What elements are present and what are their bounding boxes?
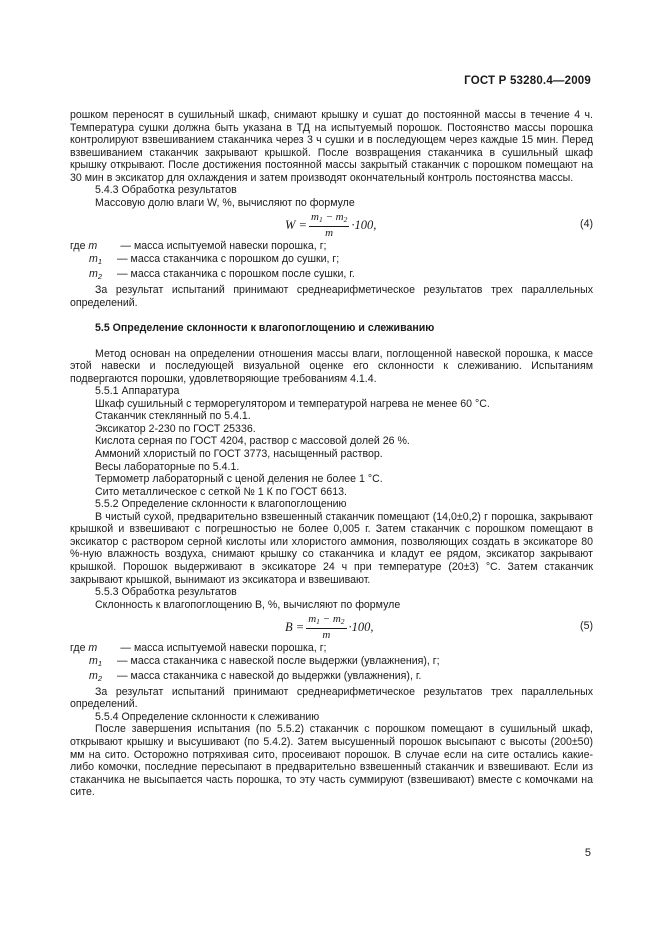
- definition-text: — масса стаканчика с порошком до сушки, г;: [117, 252, 340, 265]
- section-5-5-heading: 5.5 Определение склонности к влагопоглощению и слеживанию: [95, 322, 435, 335]
- formula-5-denominator: m: [322, 629, 331, 642]
- formula-5-tail: ·100,: [348, 619, 374, 634]
- result-paragraph: За результат испытаний принимают среднеарифметическое результатов трех параллельных определений.: [70, 685, 593, 711]
- apparatus-item: Весы лабораторные по 5.4.1.: [95, 460, 240, 473]
- formula-4-expression: [285, 212, 376, 238]
- subsection-5-4-3: 5.4.3 Обработка результатов: [95, 184, 237, 197]
- formula-4-number: (4): [580, 218, 593, 231]
- definition-row: [70, 670, 593, 686]
- where-label: где: [70, 240, 86, 253]
- method-intro: Метод основан на определении отношения массы влаги, поглощенной навеской порошка, к массе этой навески и последующей визуальной оценке его склонности к слеживанию. Испытаниям подвергаются порошки, удовлетворяющие требованиям 4.1.4.: [70, 347, 593, 385]
- subsection-5-5-2: 5.5.2 Определение склонности к влагопоглощению: [95, 498, 347, 511]
- formula-5-lhs: B =: [285, 619, 305, 634]
- formula-5-fraction: [306, 613, 346, 641]
- formula-5: [70, 614, 593, 640]
- apparatus-item: Сито металлическое с сеткой № 1 К по ГОСТ 6613.: [95, 485, 347, 498]
- spacer: [70, 335, 593, 348]
- definition-symbol: m: [88, 642, 98, 655]
- formula-5-numerator: $m_1 - m_2$: [306, 613, 346, 629]
- apparatus-item: Стаканчик стеклянный по 5.4.1.: [95, 410, 251, 423]
- formula-4-intro: Массовую долю влаги W, %, вычисляют по формуле: [95, 196, 355, 209]
- definition-text: — масса стаканчика с навеской после выдержки (увлажнения), г;: [117, 654, 440, 667]
- result-paragraph: За результат испытаний принимают среднеарифметическое результатов трех параллельных определений.: [70, 284, 593, 309]
- document-body: [70, 109, 593, 799]
- formula-4-tail: ·100,: [351, 218, 377, 233]
- apparatus-item: Эксикатор 2-230 по ГОСТ 25336.: [95, 422, 256, 435]
- formula-5-expression: [285, 614, 374, 640]
- definition-symbol: $m_2$: [89, 670, 102, 684]
- apparatus-item: Шкаф сушильный с терморегулятором и температурой нагрева не менее 60 °С.: [95, 397, 490, 410]
- where-label: где: [70, 642, 86, 655]
- formula-4-denominator: m: [325, 227, 334, 240]
- apparatus-item: Аммоний хлористый по ГОСТ 3773, насыщенный раствор.: [95, 448, 383, 461]
- definition-row: [70, 240, 593, 253]
- subsection-5-5-1: 5.5.1 Аппаратура: [95, 385, 180, 398]
- definition-text: — масса испытуемой навески порошка, г;: [120, 642, 327, 655]
- formula-4-numerator: $m_1 - m_2$: [309, 211, 349, 227]
- definition-row: [70, 268, 593, 284]
- formula-4-lhs: W =: [285, 218, 307, 233]
- formula-4-fraction: [309, 211, 349, 239]
- definition-text: — масса испытуемой навески порошка, г;: [120, 240, 327, 253]
- apparatus-item: Кислота серная по ГОСТ 4204, раствор с массовой долей 26 %.: [95, 435, 410, 448]
- moisture-procedure: В чистый сухой, предварительно взвешенный стаканчик помещают (14,0±0,2) г порошка, закрывают крышкой и взвешивают с погрешностью не более 0,005 г. Затем стаканчик с порошком помещают в эксикатор с раствором серной кислоты или хлористого аммония, позволяющих создать в эксикаторе 80 %-ную влажность воздуха, снимают крышку со стаканчика и кладут ее рядом, эксикатор закрывают крышкой. Порошок выдерживают в эксикаторе 24 ч при температуре (20±3) °С. Затем стаканчик закрывают крышкой, вынимают из эксикатора и взвешивают.: [70, 510, 593, 586]
- definition-symbol: $m_1$: [89, 252, 102, 266]
- subsection-5-5-4: 5.5.4 Определение склонности к слеживанию: [95, 710, 320, 723]
- definition-row: [70, 655, 593, 671]
- apparatus-item: Термометр лабораторный с ценой деления не более 1 °С.: [95, 473, 383, 486]
- definition-symbol: m: [88, 240, 98, 253]
- definition-text: — масса стаканчика с навеской до выдержки (увлажнения), г.: [117, 670, 422, 683]
- definition-text: — масса стаканчика с порошком после сушки, г.: [117, 268, 355, 281]
- caking-procedure: После завершения испытания (по 5.5.2) стаканчик с порошком помещают в сушильный шкаф, открывают крышку и высушивают (по 5.4.2). Затем высушенный порошок высыпают с высоты (200±50) мм на сито. Осторожно потряхивая сито, просеивают порошок. В случае если на сите остались какие-либо комочки, последние пересыпают в предварительно взвешенный стаканчик и взвешивают. Если из стаканчика не высыпается часть порошка, то эту часть суммируют (взвешивают) вместе с комочками на сите.: [70, 723, 593, 799]
- formula-4: [70, 212, 593, 238]
- paragraph-drying: рошком переносят в сушильный шкаф, снимают крышку и сушат до постоянной массы в течение 4 ч. Температура сушки должна быть указана в ТД на испытуемый порошок. Постоянство массы порошка контролируют взвешиванием стаканчика через 3 ч сушки и в последующем через каждые 15 мин. Перед взвешиванием стаканчик закрывают крышкой. После возвращения стаканчика в сушильный шкаф крышку открывают. После достижения постоянной массы закрытый стаканчик с порошком помещают на 30 мин в эксикатор для охлаждения и затем производят окончательный контроль постоянства массы.: [70, 109, 593, 184]
- definition-row: [70, 642, 593, 655]
- standard-header: ГОСТ Р 53280.4—2009: [464, 75, 591, 87]
- formula-5-intro: Склонность к влагопоглощению B, %, вычисляют по формуле: [95, 598, 401, 611]
- formula-5-number: (5): [580, 620, 593, 633]
- subsection-5-5-3: 5.5.3 Обработка результатов: [95, 586, 237, 599]
- definition-symbol: $m_1$: [89, 654, 102, 668]
- page-number: 5: [584, 847, 591, 859]
- definition-symbol: $m_2$: [89, 268, 102, 282]
- definition-row: [70, 253, 593, 269]
